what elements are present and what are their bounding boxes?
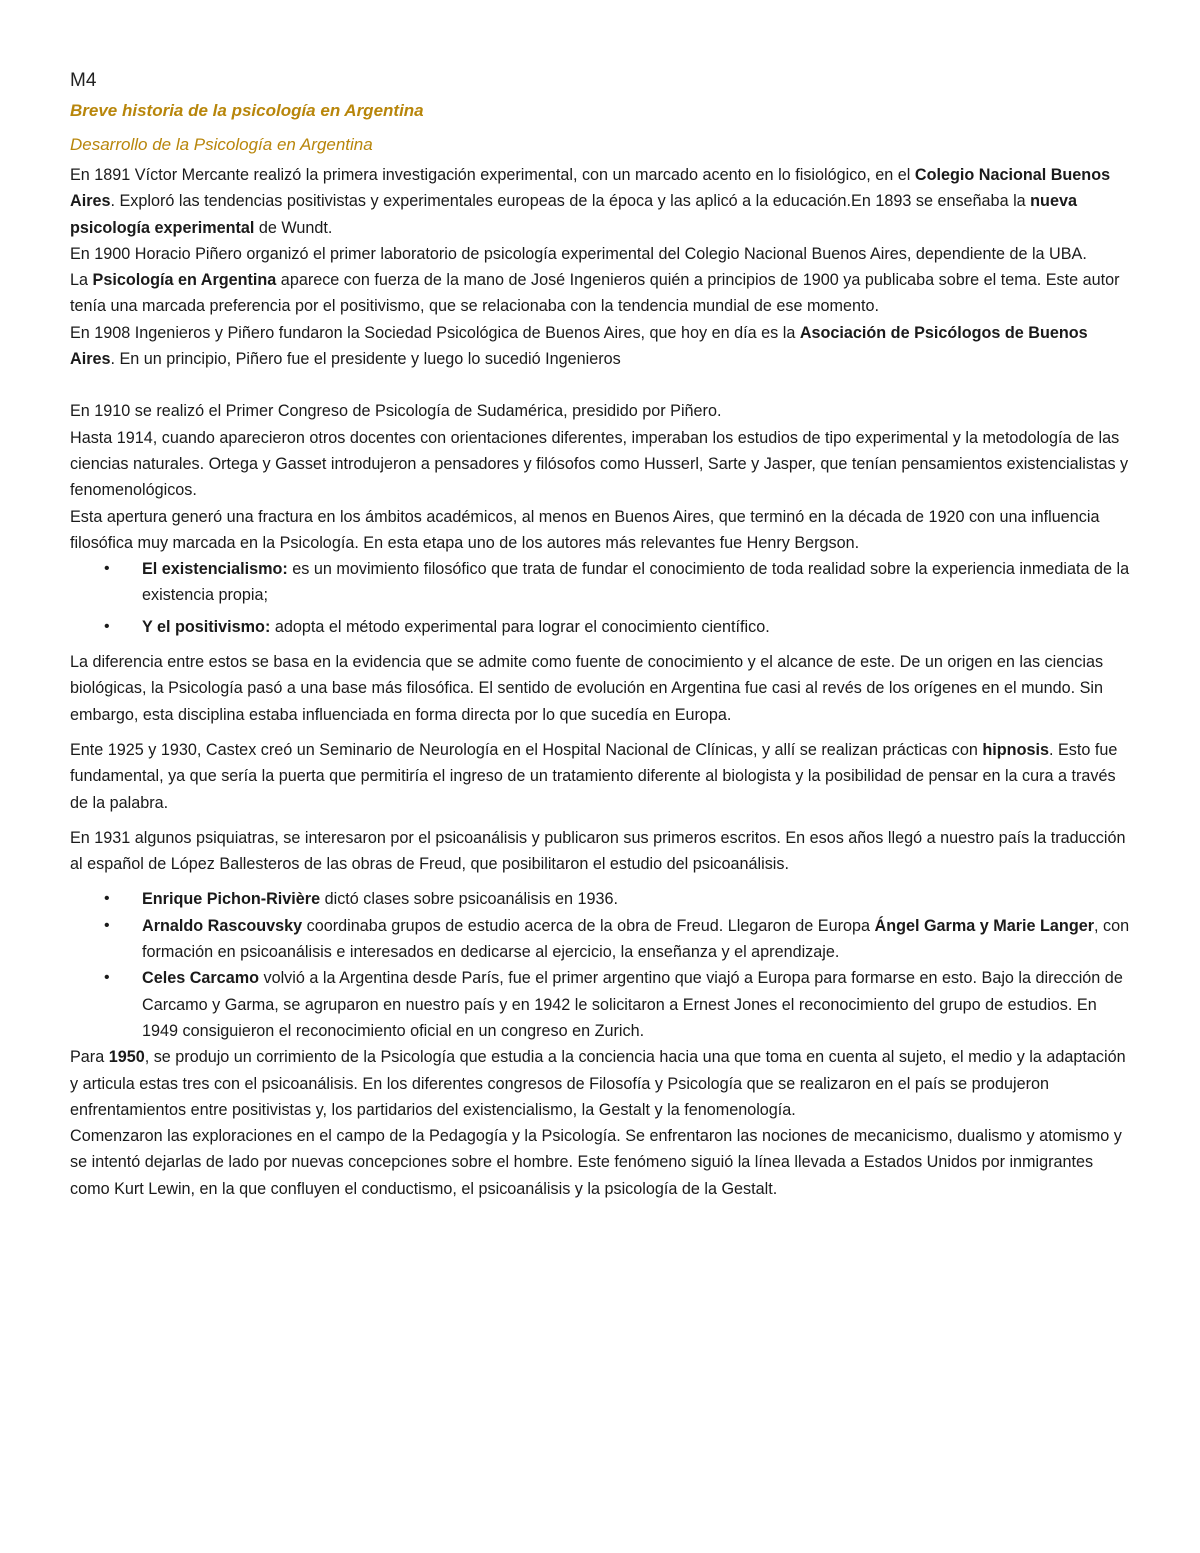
paragraph-1891: En 1891 Víctor Mercante realizó la primera investigación experimental, con un marcado acento en lo fisiológico, en el Colegio Nacional Buenos Aires. Exploró las tendencias positivistas y experimentales europeas de la época y las aplicó a la educación.En 1893 se enseñaba la nueva psicología experimental de Wundt. <box>70 166 1111 237</box>
paragraph-1914: Hasta 1914, cuando aparecieron otros docentes con orientaciones diferentes, imperaban los estudios de tipo experimental y la metodología de las ciencias naturales. Ortega y Gasset introdujeron a pensadores y filósofos como Husserl, Sarte y Jasper, que tenían pensamientos existencialistas y fenomenológicos. <box>70 428 1129 500</box>
paragraph-1931: En 1931 algunos psiquiatras, se interesaron por el psicoanálisis y publicaron sus primeros escritos. En esos años llegó a nuestro país la traducción al español de López Ballesteros de las obras de Freud, que posibilitaron el estudio del psicoanálisis. <box>70 828 1126 874</box>
list-item: • Y el positivismo: adopta el método experimental para lograr el conocimiento científico. <box>70 614 1132 640</box>
paragraph-diferencia: La diferencia entre estos se basa en la evidencia que se admite como fuente de conocimiento y el alcance de este. De un origen en las ciencias biológicas, la Psicología pasó a una base más filosófica. El sentido de evolución en Argentina fue casi al revés de los orígenes en el mundo. Sin embargo, esta disciplina estaba influenciada en forma directa por lo que sucedía en Europa. <box>70 653 1104 724</box>
paragraph-1910: En 1910 se realizó el Primer Congreso de Psicología de Sudamérica, presidido por Piñero. <box>70 402 722 421</box>
paragraph-1900: En 1900 Horacio Piñero organizó el primer laboratorio de psicología experimental del Colegio Nacional Buenos Aires, dependiente de la UBA. <box>70 244 1087 263</box>
list-item: • Enrique Pichon-Rivière dictó clases sobre psicoanálisis en 1936. <box>70 886 1132 912</box>
bullet-list-corrientes <box>70 556 1132 640</box>
paragraph-apertura: Esta apertura generó una fractura en los ámbitos académicos, al menos en Buenos Aires, que terminó en la década de 1920 con una influencia filosófica muy marcada en la Psicología. En esta etapa uno de los autores más relevantes fue Henry Bergson. <box>70 507 1100 552</box>
document-title: Breve historia de la psicología en Argentina <box>70 101 424 120</box>
paragraph-pedagogia: Comenzaron las exploraciones en el campo de la Pedagogía y la Psicología. Se enfrentaron las nociones de mecanicismo, dualismo y atomismo y se intentó dejarlas de lado por nuevas concepciones sobre el hombre. Este fenómeno siguió la línea llevada a Estados Unidos por inmigrantes como Kurt Lewin, en la que confluyen el conductismo, el psicoanálisis y la psicología de la Gestalt. <box>70 1127 1122 1198</box>
bullet-icon: • <box>104 916 110 934</box>
paragraph-1925: Ente 1925 y 1930, Castex creó un Seminario de Neurología en el Hospital Nacional de Clínicas, y allí se realizan prácticas con hipnosis. Esto fue fundamental, ya que sería la puerta que permitiría el ingreso de un tratamiento diferente al biologista y la posibilidad de pensar en la cura a través de la palabra. <box>70 740 1118 812</box>
list-item: • Celes Carcamo volvió a la Argentina desde París, fue el primer argentino que viajó a Europa para formarse en esto. Bajo la dirección de Carcamo y Garma, se agruparon en nuestro país y en 1942 le solicitaron a Ernest Jones el reconocimiento del grupo de estudios. En 1949 consiguieron el reconocimiento oficial en un congreso en Zurich. <box>70 965 1132 1044</box>
document-page <box>70 66 1132 1202</box>
bullet-icon: • <box>104 617 110 635</box>
list-item: • El existencialismo: es un movimiento filosófico que trata de fundar el conocimiento de toda realidad sobre la experiencia inmediata de la existencia propia; <box>70 556 1132 609</box>
list-item: • Arnaldo Rascouvsky coordinaba grupos de estudio acerca de la obra de Freud. Llegaron de Europa Ángel Garma y Marie Langer, con formación en psicoanálisis e interesados en dedicarse al ejercicio, la enseñanza y el aprendizaje. <box>70 913 1132 966</box>
paragraph-ingenieros: La Psicología en Argentina aparece con fuerza de la mano de José Ingenieros quién a principios de 1900 ya publicaba sobre el tema. Este autor tenía una marcada preferencia por el positivismo, que se relacionaba con la tendencia mundial de ese momento. <box>70 271 1120 316</box>
bullet-icon: • <box>104 969 110 987</box>
module-code: M4 <box>70 70 97 91</box>
paragraph-1950: Para 1950, se produjo un corrimiento de la Psicología que estudia a la conciencia hacia una que toma en cuenta al sujeto, el medio y la adaptación y articula estas tres con el psicoanálisis. En los diferentes congresos de Filosofía y Psicología que se realizaron en el país se produjeron enfrentamientos entre positivistas y, los partidarios del existencialismo, la Gestalt y la fenomenología. <box>70 1048 1126 1119</box>
bullet-icon: • <box>104 890 110 908</box>
section-subtitle: Desarrollo de la Psicología en Argentina <box>70 135 373 154</box>
paragraph-1908: En 1908 Ingenieros y Piñero fundaron la Sociedad Psicológica de Buenos Aires, que hoy en día es la Asociación de Psicólogos de Buenos Aires. En un principio, Piñero fue el presidente y luego lo sucedió Ingenieros <box>70 323 1088 369</box>
bullet-icon: • <box>104 560 110 578</box>
bullet-list-psicoanalistas <box>70 886 1132 1044</box>
